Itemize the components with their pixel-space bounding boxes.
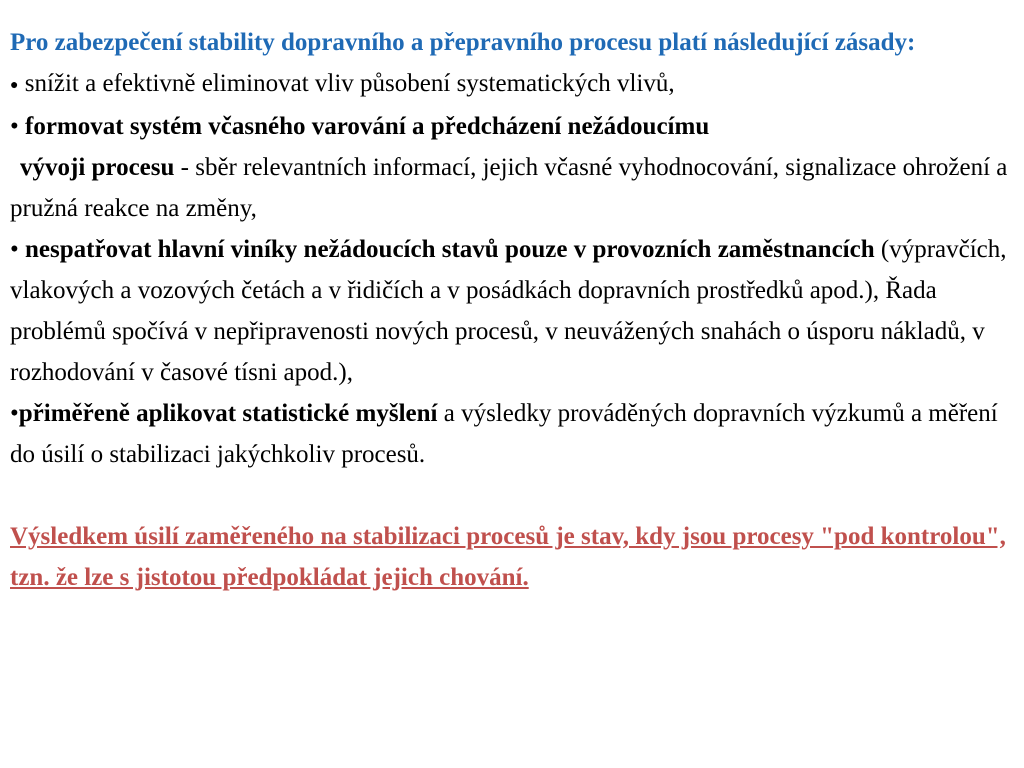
list-item-text: - sběr relevantních informací, jejich včasné vyhodnocování, signalizace ohrožení a pružná reakce na změny, — [10, 153, 1008, 222]
list-item-2 — [10, 106, 1008, 229]
list-item-text: a výsledky prováděných dopravních výzkumů a měření do úsilí o stabilizaci jakýchkoliv procesů. — [10, 399, 998, 468]
list-item-4 — [10, 393, 1008, 475]
conclusion-text: Výsledkem úsilí zaměřeného na stabilizaci procesů je stav, kdy jsou procesy "pod kontrolou", tzn. že lze s jistotou předpokládat jejich chování. — [10, 522, 1006, 591]
list-item-bold-text: přiměřeně aplikovat statistické myšlení — [18, 399, 438, 427]
bullet-icon: ● — [10, 77, 19, 93]
spacer — [10, 475, 1008, 516]
list-item-bold-text-continued: vývoji procesu — [20, 153, 175, 181]
list-item-bold-text: nespatřovat hlavní viníky nežádoucích stavů pouze v provozních zaměstnancích — [25, 235, 875, 263]
list-item-text: snížit a efektivně eliminovat vliv působení systematických vlivů, — [24, 70, 675, 97]
list-item-text: (výpravčích, vlakových a vozových četách a v řidičích a v posádkách dopravních prostředků apod.), Řada problémů spočívá v nepřipravenosti nových procesů, v neuvážených snahách o úsporu nákladů, v rozhodování v časové tísni apod.), — [10, 235, 1007, 386]
list-item-1 — [10, 63, 1008, 106]
bullet-icon: • — [10, 399, 19, 427]
bullet-icon: • — [10, 235, 19, 263]
bullet-icon: • — [10, 112, 19, 140]
list-item-3 — [10, 229, 1008, 393]
slide-heading: Pro zabezpečení stability dopravního a přepravního procesu platí následující zásady: — [10, 29, 916, 56]
list-item-bold-text: formovat systém včasného varování a předcházení nežádoucímu — [25, 112, 710, 140]
